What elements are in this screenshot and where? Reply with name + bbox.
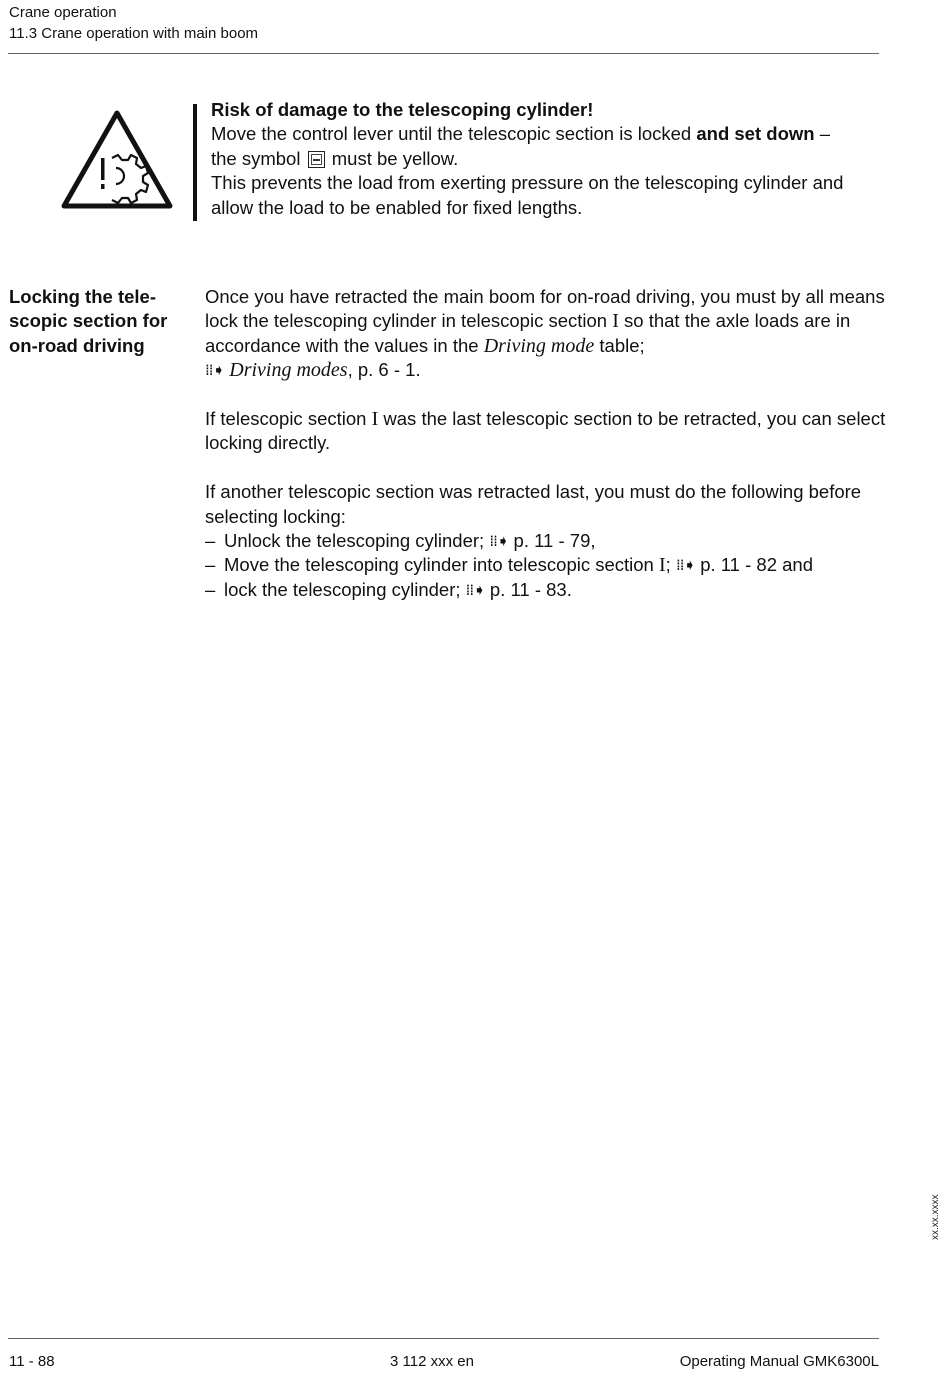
footer-rule	[8, 1338, 879, 1339]
header-section: 11.3 Crane operation with main boom	[9, 25, 259, 42]
paragraph-3: If another telescopic section was retracted last, you must do the following before selecting locking: – Unlock the telescoping cylinder; ⁞⁞➧ p. 11 - 79, – Move the telescoping cylinder into telescopic section I; ⁞⁞➧ p. 11 - 82 and – lock the telescoping cylinder; ⁞⁞➧ p. 11 - 83.	[205, 480, 895, 602]
warning-line-3: This prevents the load from exerting pressure on the telescoping cylinder and allow the load to be enabled for fixed lengths.	[211, 172, 844, 218]
cross-reference-arrow-icon: ⁞⁞➧	[465, 580, 485, 599]
header-chapter: Crane operation	[9, 4, 117, 21]
page-reference-link[interactable]: p. 11 - 82 and	[695, 554, 813, 576]
cross-reference-arrow-icon: ⁞⁞➧	[489, 532, 509, 551]
paragraph-1: Once you have retracted the main boom for on-road driving, you must by all means lock the telescoping cylinder in telescopic section I so that the axle loads are in accordance with the values in the Driving mode table; ⁞⁞➧ Driving modes, p. 6 - 1.	[205, 286, 885, 382]
warning-emphasis: and set down	[696, 123, 815, 145]
footer-page-number: 11 - 88	[9, 1353, 55, 1370]
warning-line-2: the symbol must be yellow.	[211, 147, 459, 169]
page-reference-link[interactable]: p. 11 - 79,	[508, 530, 596, 552]
cross-reference-link[interactable]: Driving modes	[229, 359, 348, 382]
warning-line-1: Move the control lever until the telescopic section is locked and set down –	[211, 123, 830, 145]
list-item: – Move the telescoping cylinder into telescopic section I; ⁞⁞➧ p. 11 - 82 and	[205, 554, 813, 577]
list-item: – Unlock the telescoping cylinder; ⁞⁞➧ p. 11 - 79,	[205, 529, 895, 553]
warning-title: Risk of damage to the telescoping cylinder!	[211, 99, 594, 120]
section-heading: Locking the tele- scopic section for on-road driving	[9, 286, 168, 356]
warning-bar	[193, 104, 197, 221]
warning-triangle-gear-icon	[60, 108, 174, 212]
side-code: xx.xx.xxxx	[930, 1194, 941, 1240]
cross-reference-arrow-icon: ⁞⁞➧	[675, 556, 696, 575]
paragraph-2: If telescopic section I was the last telescopic section to be retracted, you can select locking directly.	[205, 408, 886, 454]
footer-doc-number: 3 112 xxx en	[390, 1353, 474, 1370]
step-list	[205, 529, 895, 602]
warning-box	[211, 98, 886, 220]
page-reference-link[interactable]: p. 11 - 83.	[484, 578, 572, 600]
page-header	[9, 2, 258, 44]
header-rule	[8, 53, 879, 54]
telescope-locked-symbol-icon	[308, 151, 325, 168]
footer-manual-title: Operating Manual GMK6300L	[679, 1353, 879, 1370]
section-body	[205, 285, 895, 602]
cross-reference-arrow-icon: ⁞⁞➧	[205, 361, 225, 380]
list-item: – lock the telescoping cylinder; ⁞⁞➧ p. 11 - 83.	[205, 578, 895, 602]
